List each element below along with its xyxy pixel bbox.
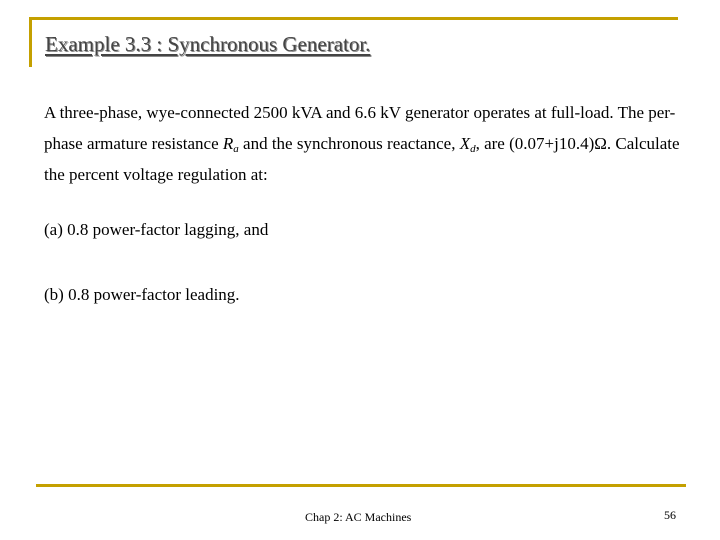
slide-title: Example 3.3 : Synchronous Generator. [45, 32, 371, 56]
top-rule [29, 17, 678, 20]
left-rule [29, 17, 32, 67]
paragraph-part-3: , are (0.07+j10.4)Ω. Calculate the percent voltage regulation at: [44, 134, 680, 184]
paragraph-part-1: A three-phase, wye-connected 2500 kVA and 6.6 kV generator operates at full-load. The per-phase armature resistance [44, 103, 676, 153]
item-a: (a) 0.8 power-factor lagging, and [44, 220, 269, 239]
page-number: 56 [664, 508, 676, 522]
ra-subscript: a [233, 143, 239, 155]
ra-symbol: R [222, 134, 234, 153]
footer-chapter: Chap 2: AC Machines [305, 510, 412, 524]
paragraph-part-2: and the synchronous reactance, [238, 134, 460, 153]
problem-paragraph [44, 97, 694, 190]
xd-symbol: X [459, 134, 471, 153]
item-b: (b) 0.8 power-factor leading. [44, 285, 240, 304]
bottom-rule [36, 484, 686, 487]
xd-subscript: d [470, 143, 476, 155]
